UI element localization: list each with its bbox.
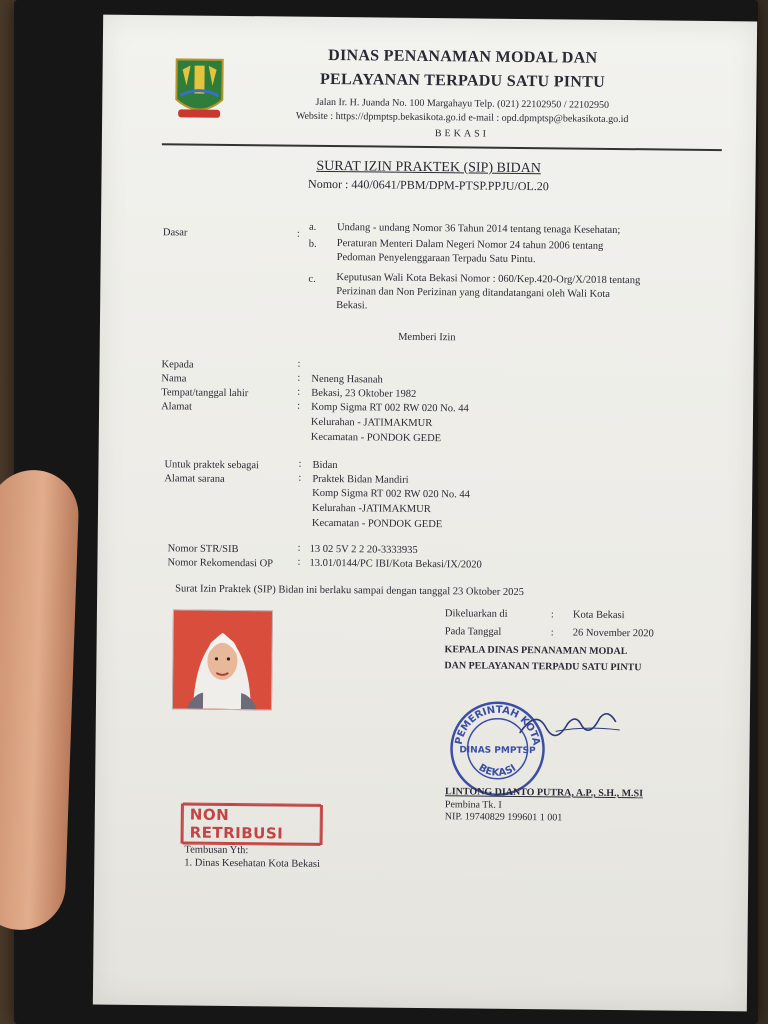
signatory-name: LINTONG DIANTO PUTRA, A.P., S.H., M.SI — [445, 786, 644, 800]
nama-value: Neneng Hasanah — [311, 373, 383, 386]
tanggal-label: Pada Tanggal — [444, 626, 502, 638]
alamat-label: Alamat — [161, 401, 193, 413]
document — [93, 15, 757, 1012]
tanggal-colon: : — [550, 627, 554, 639]
dasar-colon: : — [296, 228, 300, 240]
alamat-line3: Kecamatan - PONDOK GEDE — [310, 431, 442, 445]
untuk-praktek-label: Untuk praktek sebagai — [164, 459, 260, 472]
city-emblem-icon — [172, 55, 227, 122]
dasar-label: Dasar — [162, 227, 188, 239]
dikeluarkan-label: Dikeluarkan di — [444, 608, 508, 620]
stamp-middle-text: DINAS PMPTSP — [459, 745, 536, 757]
dasar-letter-a: a. — [308, 221, 317, 233]
dasar-letter-b: b. — [308, 238, 317, 250]
nomor-rekomendasi-label: Nomor Rekomendasi OP — [167, 557, 274, 570]
alamat-line2: Kelurahan - JATIMAKMUR — [310, 416, 433, 430]
tembusan-label: Tembusan Yth: — [184, 844, 249, 857]
alamat-sarana-line3: Kelurahan -JATIMAKMUR — [311, 502, 431, 516]
dasar-item-b-line1: Peraturan Menteri Dalam Negeri Nomor 24 tahun 2006 tentang — [336, 238, 604, 252]
non-retribusi-stamp — [181, 803, 323, 844]
dasar-item-c-line1: Keputusan Wali Kota Bekasi Nomor : 060/Kep.420-Org/X/2018 tentang — [336, 272, 641, 287]
document-number: Nomor : 440/0641/PBM/DPM-PTSP.PPJU/OL.20 — [307, 176, 549, 194]
nama-colon: : — [297, 372, 301, 384]
signatory-nip: NIP. 19740829 199601 1 001 — [444, 811, 563, 824]
untuk-praktek-value: Bidan — [312, 459, 338, 472]
alamat-colon: : — [297, 400, 301, 412]
nomor-str-label: Nomor STR/SIB — [167, 543, 239, 556]
nomor-rekomendasi-value: 13.01/0144/PC IBI/Kota Bekasi/IX/2020 — [309, 557, 482, 571]
jabatan-line1: KEPALA DINAS PENANAMAN MODAL — [444, 644, 628, 658]
ttl-label: Tempat/tanggal lahir — [161, 387, 249, 400]
org-city: BEKASI — [434, 128, 490, 140]
document-title: SURAT IZIN PRAKTEK (SIP) BIDAN — [316, 158, 541, 177]
nomor-str-colon: : — [297, 542, 301, 554]
dasar-item-b-line2: Pedoman Penyelenggaraan Terpadu Satu Pintu. — [336, 252, 536, 266]
alamat-sarana-line4: Kecamatan - PONDOK GEDE — [311, 517, 443, 531]
holder-photo — [172, 609, 273, 710]
nomor-rekomendasi-colon: : — [297, 556, 301, 568]
portrait-image — [173, 610, 272, 709]
non-retribusi-text: NON RETRIBUSI — [183, 802, 321, 845]
org-address: Jalan Ir. H. Juanda No. 100 Margahayu Telp. (021) 22102950 / 22102950 — [315, 96, 610, 111]
org-name-line1: DINAS PENANAMAN MODAL DAN — [328, 46, 598, 67]
header-divider — [162, 143, 722, 151]
kepada-colon: : — [297, 358, 301, 370]
untuk-praktek-colon: : — [298, 458, 302, 470]
stamp-top-text: PEMERINTAH KOTA — [453, 704, 542, 747]
signatory-rank: Pembina Tk. I — [444, 799, 502, 811]
org-name-line2: PELAYANAN TERPADU SATU PINTU — [319, 70, 606, 91]
dikeluarkan-value: Kota Bekasi — [572, 609, 625, 622]
dasar-letter-c: c. — [308, 273, 316, 285]
ttl-value: Bekasi, 23 Oktober 1982 — [311, 387, 417, 400]
dasar-item-c-line2: Perizinan dan Non Perizinan yang ditandatangani oleh Wali Kota — [336, 286, 610, 300]
handwritten-signature — [516, 703, 626, 744]
svg-text:BEKASI — [476, 762, 518, 779]
alamat-line1: Komp Sigma RT 002 RW 020 No. 44 — [311, 401, 469, 415]
tembusan-item: 1. Dinas Kesehatan Kota Bekasi — [184, 857, 320, 870]
memberi-izin-heading: Memberi Izin — [398, 331, 456, 344]
picture-frame — [14, 0, 758, 1024]
alamat-sarana-line2: Komp Sigma RT 002 RW 020 No. 44 — [312, 487, 470, 501]
ttl-colon: : — [297, 386, 301, 398]
dasar-item-c-line3: Bekasi. — [336, 300, 368, 312]
alamat-sarana-label: Alamat sarana — [164, 473, 225, 485]
certificate-paper — [93, 15, 757, 1012]
kepada-label: Kepada — [161, 359, 194, 371]
alamat-sarana-colon: : — [298, 472, 302, 484]
dasar-item-a: Undang - undang Nomor 36 Tahun 2014 tentang tenaga Kesehatan; — [336, 222, 621, 237]
nama-label: Nama — [161, 373, 187, 385]
validity-statement: Surat Izin Praktek (SIP) Bidan ini berlaku sampai dengan tanggal 23 Oktober 2025 — [175, 583, 524, 599]
alamat-sarana-line1: Praktek Bidan Mandiri — [312, 473, 409, 486]
nomor-str-value: 13 02 5V 2 2 20-3333935 — [309, 543, 418, 556]
tembusan-block — [184, 843, 320, 870]
tanggal-value: 26 November 2020 — [572, 627, 654, 640]
stamp-bottom-text: BEKASI — [476, 762, 519, 779]
org-website: Website : https://dpmptsp.bekasikota.go.id e-mail : opd.dpmptsp@bekasikota.go.id — [295, 110, 629, 126]
jabatan-line2: DAN PELAYANAN TERPADU SATU PINTU — [444, 660, 642, 674]
dikeluarkan-colon: : — [550, 609, 554, 621]
